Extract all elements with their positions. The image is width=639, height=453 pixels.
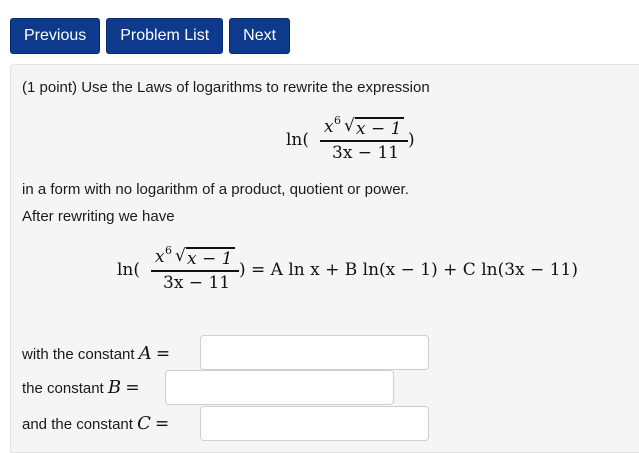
constant-a-symbol: A — [138, 343, 152, 364]
form-description: in a form with no logarithm of a product, quotient or power. — [22, 181, 409, 198]
ln-close: ) — [408, 130, 415, 150]
numerator-base: x — [324, 117, 334, 137]
equation-display — [117, 243, 597, 299]
next-button[interactable]: Next — [229, 18, 290, 54]
equation-rhs: = A ln x + B ln(x − 1) + C ln(3x − 11) — [251, 260, 578, 280]
radical-sign: √ — [344, 116, 355, 136]
constant-c-label: and the constant C = — [22, 413, 170, 434]
ln-open: ln( — [286, 130, 310, 150]
after-rewriting-text: After rewriting we have — [22, 208, 175, 225]
fraction-bar — [320, 140, 408, 142]
radicand: x − 1 — [356, 119, 402, 139]
equation-fraction — [145, 243, 241, 297]
constant-b-input[interactable] — [165, 370, 394, 405]
equation-ln-close: ) — [239, 260, 246, 280]
equation-radicand: x − 1 — [187, 249, 233, 269]
constant-b-symbol: B — [107, 377, 122, 398]
equation-fraction-bar — [151, 270, 239, 272]
problem-navigation — [10, 18, 290, 54]
denominator: 3x − 11 — [332, 143, 400, 163]
constant-a-label: with the constant A = — [22, 343, 171, 364]
equation-denominator: 3x − 11 — [163, 273, 231, 293]
constant-b-label: the constant B = — [22, 377, 140, 398]
problem-list-button[interactable]: Problem List — [106, 18, 223, 54]
numerator-exponent: 6 — [334, 114, 341, 127]
problem-panel — [10, 64, 639, 453]
equation-numerator-exponent: 6 — [165, 244, 172, 257]
previous-button[interactable]: Previous — [10, 18, 100, 54]
constant-c-symbol: C — [137, 413, 151, 434]
constant-c-input[interactable] — [200, 406, 429, 441]
equation-ln-open: ln( — [117, 260, 141, 280]
expression-display — [286, 113, 426, 167]
problem-intro: (1 point) Use the Laws of logarithms to rewrite the expression — [22, 79, 430, 96]
expression-fraction — [314, 113, 410, 167]
equation-radical-sign: √ — [175, 246, 186, 266]
equation-numerator-base: x — [155, 247, 165, 267]
constant-a-input[interactable] — [200, 335, 429, 370]
